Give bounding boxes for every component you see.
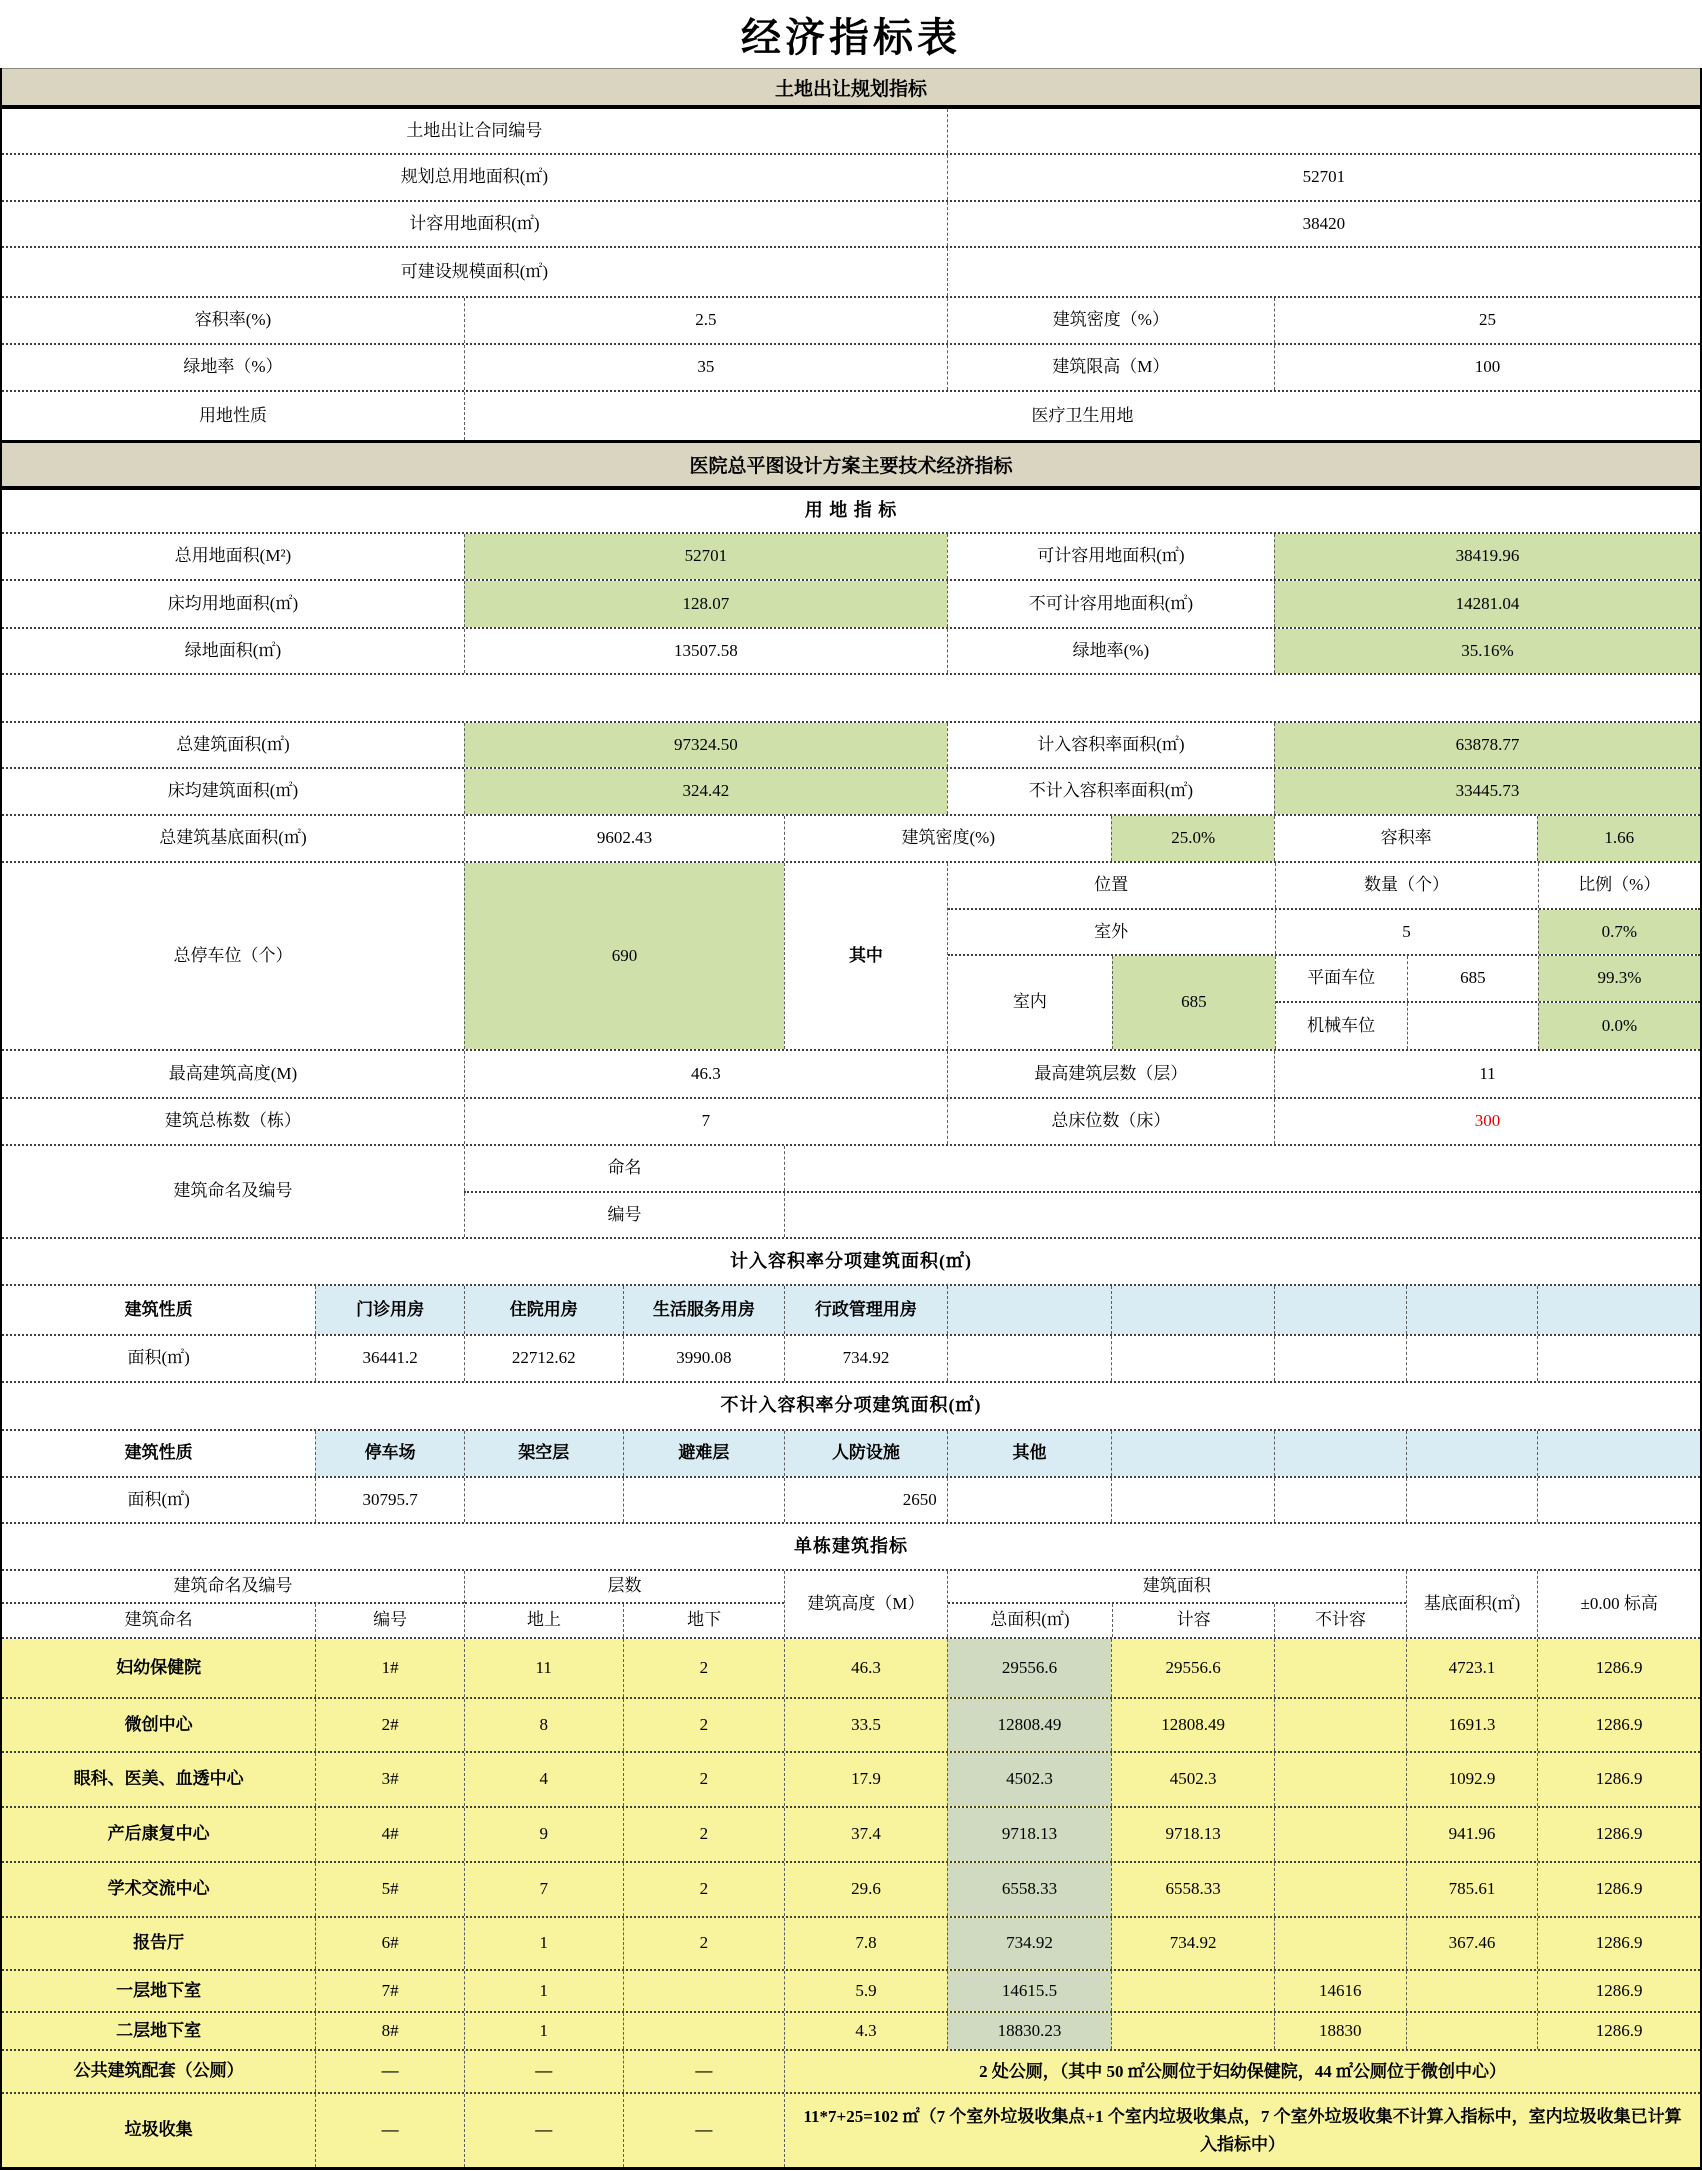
cell-value: 5.9 [784,1971,947,2011]
cell-value: 11 [464,1639,623,1697]
row-label: 可计容用地面积(㎡) [947,534,1274,579]
cell-value [1274,1639,1406,1697]
cell-value: 13507.58 [464,629,947,673]
cell-value: 4723.1 [1406,1639,1538,1697]
cell-value [623,1971,785,2011]
table-row [2,248,1700,298]
cell-value: 35.16% [1274,629,1700,673]
row-label: 垃圾收集 [124,2120,193,2140]
cell-value: 100 [1274,345,1700,390]
parking-outdoor-row [948,910,1700,957]
cell-value [1274,1336,1406,1381]
table-row [2,109,1700,155]
building-name: 学术交流中心 [107,1879,210,1899]
row-label: 最高建筑层数（层） [947,1051,1274,1097]
naming-row [464,1146,1700,1193]
row-label: 容积率 [1274,816,1537,861]
building-name: 眼科、医美、血透中心 [73,1769,244,1789]
row-label: 室外 [1094,921,1129,941]
naming-subtable [464,1146,1700,1237]
cell-value: 2 [623,1699,785,1751]
column-header: 不计容 [1274,1604,1405,1637]
column-header: ±0.00 标高 [1537,1571,1700,1637]
cell-value: 29.6 [784,1863,947,1916]
table-row [2,490,1700,534]
table-row [2,345,1700,392]
building-row [2,1971,1700,2013]
cell-value: 14615.5 [947,1971,1112,2011]
cell-value: 1286.9 [1537,1639,1700,1697]
column-header [1537,1286,1700,1334]
cell-value: 685 [1112,956,1274,1049]
cell-value: 17.9 [784,1753,947,1806]
cell-value: 0.7% [1538,910,1700,955]
column-header: 总面积(㎡) [990,1610,1070,1630]
cell-value: 25.0% [1111,816,1274,861]
cell-value: 46.3 [784,1639,947,1697]
section-subheader-far-in: 计入容积率分项建筑面积(㎡) [730,1250,972,1271]
cell-value: 37.4 [784,1808,947,1861]
column-header [1406,1286,1538,1334]
row-label: 绿地率（%） [183,357,283,377]
row-label: 可建设规模面积(㎡) [400,261,549,281]
row-label: 床均建筑面积(㎡) [167,781,299,801]
far-in-header-row [2,1286,1700,1336]
dash-cell: — [315,2051,464,2092]
cell-value: 9602.43 [464,816,784,861]
section-header-hospital-plan: 医院总平图设计方案主要技术经济指标 [2,443,1700,490]
parking-indoor-split [1275,956,1700,1049]
density-row [2,816,1700,863]
cell-value: 734.92 [784,1336,947,1381]
cell-value: 97324.50 [464,723,947,767]
cell-value: 1286.9 [1537,1808,1700,1861]
table-row [2,769,1700,816]
row-label: 建筑密度（%） [947,298,1274,343]
cell-value: 5# [315,1863,464,1916]
building-row [2,1918,1700,1971]
row-label: 命名 [464,1146,784,1191]
row-label: 总建筑面积(㎡) [176,734,290,754]
row-label: 容积率(%) [194,310,272,330]
cell-value: 14616 [1274,1971,1406,2011]
column-header [1111,1286,1274,1334]
row-label: 平面车位 [1307,968,1376,988]
column-header: 停车场 [315,1431,464,1476]
building-name: 微创中心 [124,1714,193,1734]
cell-value: 29556.6 [1111,1639,1274,1697]
cell-value: 30795.7 [315,1478,464,1522]
cell-value: 1286.9 [1537,1863,1700,1916]
cell-value [464,1478,623,1522]
section-subheader-buildings: 单栋建筑指标 [794,1535,908,1556]
cell-value: 1 [464,1971,623,2011]
row-label: 建筑性质 [124,1443,193,1463]
dash-cell: — [315,2094,464,2167]
row-label: 编号 [464,1193,784,1237]
table-row [2,723,1700,769]
building-name: 二层地下室 [116,2020,202,2040]
cell-value: 1286.9 [1537,1699,1700,1751]
header-subrow [948,1604,1406,1637]
far-out-area-row [2,1478,1700,1524]
building-name: 报告厅 [133,1933,185,1953]
cell-value: 63878.77 [1274,723,1700,767]
cell-value: 1286.9 [1537,2013,1700,2049]
row-label: 面积(㎡) [127,1489,190,1509]
table-row [2,534,1700,581]
table-row [2,155,1700,202]
cell-value [1537,1478,1700,1522]
hospital-plan-section [0,443,1702,2170]
cell-value: 18830.23 [947,2013,1112,2049]
cell-value: 9718.13 [1111,1808,1274,1861]
cell-value: 4 [464,1753,623,1806]
column-header: 建筑命名 [124,1610,193,1630]
cell-value: 0.0% [1538,1003,1700,1049]
column-header: 建筑面积 [948,1571,1406,1604]
cell-value: 1.66 [1537,816,1700,861]
cell-value: 2 [623,1863,785,1916]
table-row [2,1051,1700,1099]
building-row [2,1753,1700,1808]
cell-value: 35 [464,345,947,390]
cell-value: 4502.3 [947,1753,1112,1806]
table-row [2,1524,1700,1571]
row-label: 总停车位（个） [173,945,293,965]
table-row [2,1239,1700,1286]
row-label: 土地出让合同编号 [406,120,543,140]
cell-value [1111,1971,1274,2011]
cell-value: 29556.6 [947,1639,1112,1697]
table-row [2,392,1700,440]
building-row [2,1639,1700,1699]
column-header [1274,1286,1406,1334]
row-label: 不计入容积率面积(㎡) [947,769,1274,814]
total-beds-value: 300 [1274,1099,1700,1144]
table-row [2,581,1700,629]
building-name: 产后康复中心 [107,1824,210,1844]
row-label: 建筑性质 [124,1299,193,1319]
column-header [1274,1431,1406,1476]
cell-value: 52701 [947,155,1700,200]
cell-value: 1286.9 [1537,1918,1700,1969]
cell-value: 7 [464,1099,947,1144]
row-label: 室内 [1012,992,1047,1012]
dash-cell: — [464,2051,623,2092]
cell-value [947,109,1700,153]
row-label: 计入容积率面积(㎡) [947,723,1274,767]
table-row [2,629,1700,675]
column-header: 数量（个） [1275,863,1538,908]
row-label: 床均用地面积(㎡) [167,593,299,613]
header-area-group [947,1571,1406,1637]
parking-header-row [948,863,1700,910]
cell-value: 12808.49 [947,1699,1112,1751]
parking-total-value: 690 [464,863,784,1049]
section-subheader-far-out: 不计入容积率分项建筑面积(㎡) [720,1395,982,1416]
cell-value: 医疗卫生用地 [464,392,1700,440]
cell-value [1111,1478,1274,1522]
cell-value: 5 [1275,910,1538,955]
dash-cell: — [623,2051,785,2092]
cell-value: 2# [315,1699,464,1751]
row-label: 建筑总栋数（栋） [164,1111,301,1131]
cell-value: 52701 [464,534,947,579]
cell-value: 46.3 [464,1051,947,1097]
note-row [2,2094,1700,2167]
cell-value: 2.5 [464,298,947,343]
column-header: 建筑命名及编号 [2,1571,464,1604]
cell-value [1406,1971,1538,2011]
cell-value: 3990.08 [623,1336,785,1381]
cell-value [1407,1003,1538,1049]
row-label: 总用地面积(M²) [174,546,292,566]
cell-value: 367.46 [1406,1918,1538,1969]
column-header: 避难层 [623,1431,785,1476]
land-transfer-section [0,68,1702,443]
column-header [1111,1431,1274,1476]
cell-value [1406,1336,1538,1381]
row-label: 最高建筑高度(M) [168,1063,298,1083]
buildings-header-row [2,1571,1700,1639]
row-label: 绿地面积(㎡) [184,640,282,660]
cell-value [947,1478,1112,1522]
note-text: 2 处公厕，（其中 50 ㎡公厕位于妇幼保健院，44 ㎡公厕位于微创中心） [784,2051,1700,2092]
column-header: 编号 [315,1604,464,1637]
cell-value: 941.96 [1406,1808,1538,1861]
cell-value: 7.8 [784,1918,947,1969]
row-label: 用地性质 [198,405,267,425]
cell-value: 7 [464,1863,623,1916]
cell-value: 1092.9 [1406,1753,1538,1806]
cell-value: 8# [315,2013,464,2049]
cell-value [1111,1336,1274,1381]
cell-value [1274,1478,1406,1522]
row-label: 总床位数（床） [947,1099,1274,1144]
spacer-row [2,675,1700,723]
cell-value: 6558.33 [1111,1863,1274,1916]
cell-value: 2 [623,1639,785,1697]
column-header [1537,1431,1700,1476]
cell-value: 38420 [947,202,1700,246]
row-label: 规划总用地面积(㎡) [400,167,549,187]
header-floors-group [464,1571,784,1637]
naming-row [464,1193,1700,1237]
cell-value: 2 [623,1808,785,1861]
cell-value: 14281.04 [1274,581,1700,627]
cell-value: 3# [315,1753,464,1806]
far-out-header-row [2,1431,1700,1478]
cell-value [1406,2013,1538,2049]
row-label: 总建筑基底面积(㎡) [159,828,307,848]
cell-value: 734.92 [1111,1918,1274,1969]
column-header: 地下 [623,1604,784,1637]
cell-value: 4502.3 [1111,1753,1274,1806]
table-row [2,1383,1700,1431]
cell-value: 1691.3 [1406,1699,1538,1751]
column-header: 层数 [465,1571,784,1604]
cell-value: 7# [315,1971,464,2011]
row-label: 公共建筑配套（公厕） [73,2061,244,2081]
cell-value [1274,1699,1406,1751]
header-name-code-group [2,1571,464,1637]
parking-indoor-block [948,956,1700,1049]
row-label: 计容用地面积(㎡) [409,213,540,233]
column-header: 计容 [1112,1604,1274,1637]
note-row [2,2051,1700,2094]
cell-value: 4.3 [784,2013,947,2049]
row-label: 面积(㎡) [127,1348,190,1368]
cell-value: 785.61 [1406,1863,1538,1916]
column-header: 住院用房 [464,1286,623,1334]
table-row [2,202,1700,248]
cell-value [623,1478,785,1522]
section-header-land-transfer: 土地出让规划指标 [2,68,1700,109]
parking-block [2,863,1700,1051]
row-label: 机械车位 [1307,1015,1376,1035]
parking-subtable [947,863,1700,1049]
column-header: 建筑高度（M） [784,1571,947,1637]
cell-value: 22712.62 [464,1336,623,1381]
cell-value: 9 [464,1808,623,1861]
column-header [947,1286,1112,1334]
cell-value: 2650 [784,1478,947,1522]
building-row [2,1863,1700,1918]
cell-value: 33445.73 [1274,769,1700,814]
column-header: 比例（%） [1538,863,1700,908]
cell-value [947,248,1700,296]
cell-value [1406,1478,1538,1522]
note-text: 11*7+25=102 ㎡（7 个室外垃圾收集点+1 个室内垃圾收集点，7 个室外垃圾收集不计算入指标中，室内垃圾收集已计算入指标中） [784,2094,1700,2167]
cell-value: 18830 [1274,2013,1406,2049]
parking-flat-row [1276,956,1700,1003]
cell-value: 11 [1274,1051,1700,1097]
parking-mech-row [1276,1003,1700,1049]
parking-among-label: 其中 [784,863,947,1049]
cell-value [784,1193,1700,1237]
empty-cell [2,675,1700,721]
cell-value [1274,1918,1406,1969]
building-row [2,1808,1700,1863]
cell-value: 2 [623,1918,785,1969]
cell-value [784,1146,1700,1191]
building-name: 妇幼保健院 [116,1657,202,1677]
cell-value: 734.92 [947,1918,1112,1969]
cell-value [1274,1808,1406,1861]
cell-value: 99.3% [1538,956,1700,1001]
cell-value [1537,1336,1700,1381]
section-subheader-site: 用 地 指 标 [804,500,898,521]
column-header [1406,1431,1538,1476]
header-subrow [2,1604,464,1637]
cell-value: 8 [464,1699,623,1751]
column-header: 其他 [947,1431,1112,1476]
row-label: 不可计容用地面积(㎡) [947,581,1274,627]
row-label: 建筑密度(%) [784,816,1111,861]
row-label: 建筑命名及编号 [173,1181,293,1201]
cell-value [1274,1863,1406,1916]
cell-value [1274,1753,1406,1806]
cell-value: 324.42 [464,769,947,814]
column-header: 位置 [1094,875,1129,895]
column-header: 行政管理用房 [784,1286,947,1334]
building-row [2,2013,1700,2051]
cell-value: 6558.33 [947,1863,1112,1916]
cell-value: 1# [315,1639,464,1697]
dash-cell: — [464,2094,623,2167]
cell-value [623,2013,785,2049]
cell-value [1111,2013,1274,2049]
building-name: 一层地下室 [116,1980,202,2000]
dash-cell: — [623,2094,785,2167]
cell-value: 1 [464,2013,623,2049]
column-header: 人防设施 [784,1431,947,1476]
cell-value: 6# [315,1918,464,1969]
column-header: 基底面积(㎡) [1406,1571,1538,1637]
building-row [2,1699,1700,1753]
row-label: 建筑限高（M） [947,345,1274,390]
cell-value [947,1336,1112,1381]
cell-value: 38419.96 [1274,534,1700,579]
cell-value: 685 [1407,956,1538,1001]
cell-value: 36441.2 [315,1336,464,1381]
column-header: 门诊用房 [315,1286,464,1334]
cell-value: 12808.49 [1111,1699,1274,1751]
column-header: 地上 [526,1610,561,1630]
header-subrow [465,1604,784,1637]
cell-value: 2 [623,1753,785,1806]
table-row [2,298,1700,345]
cell-value: 1 [464,1918,623,1969]
cell-value: 1286.9 [1537,1971,1700,2011]
cell-value: 128.07 [464,581,947,627]
cell-value: 4# [315,1808,464,1861]
column-header: 生活服务用房 [623,1286,785,1334]
cell-value: 33.5 [784,1699,947,1751]
table-row [2,1099,1700,1146]
row-label: 绿地率(%) [947,629,1274,673]
far-in-area-row [2,1336,1700,1383]
naming-block [2,1146,1700,1239]
column-header: 架空层 [464,1431,623,1476]
cell-value: 1286.9 [1537,1753,1700,1806]
cell-value: 9718.13 [947,1808,1112,1861]
page-title: 经济指标表 [741,14,961,60]
cell-value: 25 [1274,298,1700,343]
